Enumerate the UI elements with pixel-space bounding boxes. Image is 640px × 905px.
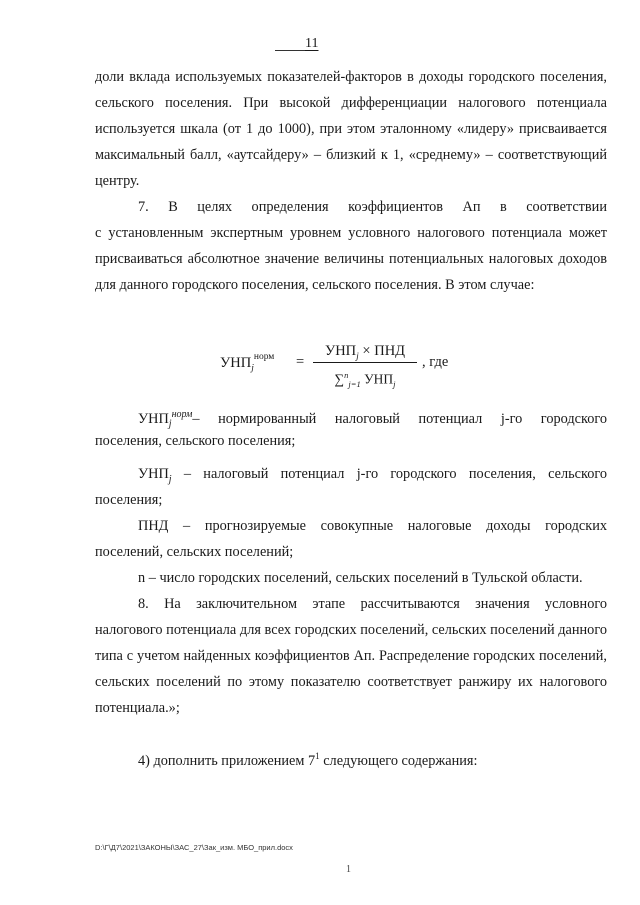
paragraph-continuation: доли вклада используемых показателей-факторов в доходы городского поселения, сельского поселения. При высокой дифференциации налогового потенциала используется шкала (от 1 до 1000), при этом эталонному «лидеру» присваивается максимальный балл, «аутсайдеру» – близкий к 1, «среднему» – соответствующий центру. (95, 69, 607, 189)
paragraph-7-first-line: 7. В целях определения коэффициентов Aп в соответствии (138, 199, 607, 215)
formula-lhs: $УНП_j^{норм}$ (220, 352, 275, 374)
formula-equals: = (296, 354, 305, 370)
formula-denominator: ∑$^n_{j=1}$ $УНП_j$ (334, 370, 396, 390)
definition-pnd: ПНД – прогнозируемые совокупные налоговые доходы городских (138, 518, 607, 534)
formula-normalized-potential (220, 340, 480, 392)
formula-fraction (312, 340, 418, 390)
footer-file-path: D:\Г\Д7\2021\ЗАКОНЫ\ЗАС_27\Зак_изм. МБО_прил.docx (95, 843, 293, 852)
page-number: 11 (305, 36, 319, 51)
definition-tax-potential-cont: поселения; (95, 492, 163, 508)
definition-n: n – число городских поселений, сельских поселений в Тульской области. (138, 570, 583, 586)
paragraph-8-first-line: 8. На заключительном этапе рассчитываются значения условного (138, 596, 607, 612)
definition-normalized-potential-cont: поселения, сельского поселения; (95, 433, 296, 449)
item-4: 4) дополнить приложением $7^1$ следующего содержания: (138, 751, 478, 769)
formula-numerator: $УНП_j$ × ПНД (324, 343, 406, 362)
definition-normalized-potential: $УНП_j^{норм}-$ нормированный налоговый потенциал j-го городского (138, 409, 607, 430)
paragraph-7-body: с установленным экспертным уровнем условного налогового потенциала может присваиваться абсолютное значение величины потенциальных налоговых доходов для данного городского поселения, сельского поселения. В этом случае: (95, 225, 607, 293)
definition-pnd-cont: поселений, сельских поселений; (95, 544, 294, 560)
paragraph-8-body: налогового потенциала для всех городских поселений, сельских поселений данного типа с учетом найденных коэффициентов Aп. Распределение городских поселений, сельских поселений по этому показателю соответствует ранжиру их налогового потенциала.»; (95, 622, 607, 716)
formula-tail: , где (422, 354, 449, 370)
definition-tax-potential: $УНП_j$ – налоговый потенциал j-го городского поселения, сельского (138, 466, 607, 485)
bottom-mark: 1 (346, 864, 351, 875)
